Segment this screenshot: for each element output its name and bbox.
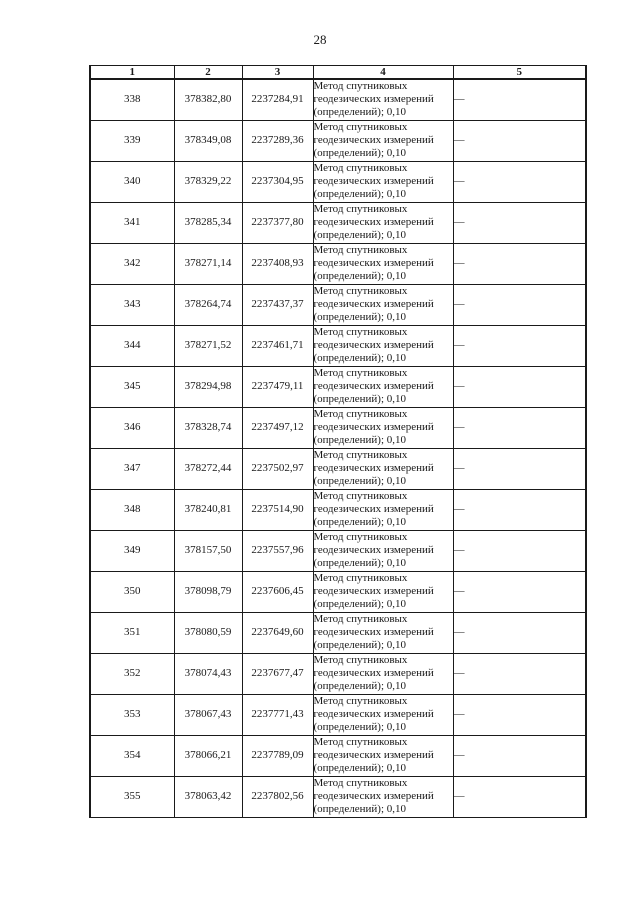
point-number-cell: 340	[90, 161, 174, 202]
table-row	[90, 776, 586, 817]
method-line-2: геодезических измерений	[313, 462, 434, 474]
method-line-3: (определений); 0,10	[313, 598, 407, 610]
method-line-2: геодезических измерений	[313, 790, 434, 802]
method-cell	[313, 161, 453, 202]
y-coordinate-cell: 2237649,60	[242, 612, 313, 653]
y-coordinate-cell: 2237802,56	[242, 776, 313, 817]
y-coordinate-cell: 2237514,90	[242, 489, 313, 530]
method-cell	[313, 489, 453, 530]
method-line-1: Метод спутниковых	[313, 80, 408, 93]
point-number-cell: 342	[90, 243, 174, 284]
table-row	[90, 489, 586, 530]
column-5-cell: —	[453, 120, 586, 161]
table-row	[90, 284, 586, 325]
column-5-cell: —	[453, 489, 586, 530]
point-number-cell: 352	[90, 653, 174, 694]
table-row	[90, 694, 586, 735]
method-line-3: (определений); 0,10	[313, 147, 407, 159]
y-coordinate-cell: 2237289,36	[242, 120, 313, 161]
point-number-cell: 343	[90, 284, 174, 325]
method-line-1: Метод спутниковых	[313, 531, 408, 543]
point-number-cell: 347	[90, 448, 174, 489]
column-5-cell: —	[453, 243, 586, 284]
column-5-cell: —	[453, 612, 586, 653]
method-cell	[313, 325, 453, 366]
method-cell	[313, 366, 453, 407]
header-col-3: 3	[242, 66, 313, 80]
column-5-cell: —	[453, 776, 586, 817]
header-col-5: 5	[453, 66, 586, 80]
column-5-cell: —	[453, 366, 586, 407]
point-number-cell: 354	[90, 735, 174, 776]
point-number-cell: 349	[90, 530, 174, 571]
x-coordinate-cell: 378098,79	[174, 571, 242, 612]
method-line-3: (определений); 0,10	[313, 475, 407, 487]
method-cell	[313, 407, 453, 448]
method-line-2: геодезических измерений	[313, 380, 434, 392]
method-line-2: геодезических измерений	[313, 708, 434, 720]
method-line-2: геодезических измерений	[313, 257, 434, 269]
method-line-1: Метод спутниковых	[313, 203, 408, 215]
table-row	[90, 243, 586, 284]
point-number-cell: 338	[90, 79, 174, 120]
x-coordinate-cell: 378328,74	[174, 407, 242, 448]
table-row	[90, 161, 586, 202]
point-number-cell: 353	[90, 694, 174, 735]
x-coordinate-cell: 378382,80	[174, 79, 242, 120]
method-line-3: (определений); 0,10	[313, 516, 407, 528]
point-number-cell: 346	[90, 407, 174, 448]
x-coordinate-cell: 378067,43	[174, 694, 242, 735]
column-5-cell: —	[453, 530, 586, 571]
method-cell	[313, 284, 453, 325]
method-cell	[313, 735, 453, 776]
method-line-2: геодезических измерений	[313, 544, 434, 556]
table-row	[90, 653, 586, 694]
table-row	[90, 120, 586, 161]
method-line-2: геодезических измерений	[313, 667, 434, 679]
column-5-cell: —	[453, 407, 586, 448]
point-number-cell: 341	[90, 202, 174, 243]
method-cell	[313, 448, 453, 489]
method-cell	[313, 79, 453, 120]
y-coordinate-cell: 2237606,45	[242, 571, 313, 612]
table-row	[90, 530, 586, 571]
method-line-1: Метод спутниковых	[313, 490, 408, 502]
x-coordinate-cell: 378294,98	[174, 366, 242, 407]
method-line-3: (определений); 0,10	[313, 270, 407, 282]
method-cell	[313, 571, 453, 612]
column-5-cell: —	[453, 284, 586, 325]
header-col-4: 4	[313, 66, 453, 80]
y-coordinate-cell: 2237677,47	[242, 653, 313, 694]
point-number-cell: 350	[90, 571, 174, 612]
method-line-3: (определений); 0,10	[313, 434, 407, 446]
method-line-3: (определений); 0,10	[313, 352, 407, 364]
column-5-cell: —	[453, 735, 586, 776]
method-cell	[313, 776, 453, 817]
method-cell	[313, 120, 453, 161]
method-line-1: Метод спутниковых	[313, 162, 408, 174]
method-line-3: (определений); 0,10	[313, 639, 407, 651]
column-5-cell: —	[453, 79, 586, 120]
method-line-1: Метод спутниковых	[313, 408, 408, 420]
method-line-3: (определений); 0,10	[313, 393, 407, 405]
table-row	[90, 366, 586, 407]
y-coordinate-cell: 2237304,95	[242, 161, 313, 202]
y-coordinate-cell: 2237502,97	[242, 448, 313, 489]
method-line-2: геодезических измерений	[313, 175, 434, 187]
x-coordinate-cell: 378264,74	[174, 284, 242, 325]
x-coordinate-cell: 378080,59	[174, 612, 242, 653]
point-number-cell: 344	[90, 325, 174, 366]
method-line-1: Метод спутниковых	[313, 121, 408, 133]
column-5-cell: —	[453, 202, 586, 243]
header-row	[90, 66, 586, 80]
x-coordinate-cell: 378063,42	[174, 776, 242, 817]
y-coordinate-cell: 2237377,80	[242, 202, 313, 243]
method-line-1: Метод спутниковых	[313, 244, 408, 256]
y-coordinate-cell: 2237771,43	[242, 694, 313, 735]
page-number: 28	[313, 32, 327, 47]
x-coordinate-cell: 378240,81	[174, 489, 242, 530]
y-coordinate-cell: 2237497,12	[242, 407, 313, 448]
method-line-3: (определений); 0,10	[313, 680, 407, 692]
table-row	[90, 448, 586, 489]
y-coordinate-cell: 2237284,91	[242, 79, 313, 120]
x-coordinate-cell: 378074,43	[174, 653, 242, 694]
point-number-cell: 351	[90, 612, 174, 653]
y-coordinate-cell: 2237437,37	[242, 284, 313, 325]
table-row	[90, 202, 586, 243]
method-line-1: Метод спутниковых	[313, 695, 408, 707]
y-coordinate-cell: 2237479,11	[242, 366, 313, 407]
x-coordinate-cell: 378066,21	[174, 735, 242, 776]
method-line-3: (определений); 0,10	[313, 803, 407, 815]
point-number-cell: 339	[90, 120, 174, 161]
method-cell	[313, 653, 453, 694]
method-line-3: (определений); 0,10	[313, 762, 407, 774]
method-line-2: геодезических измерений	[313, 216, 434, 228]
method-line-1: Метод спутниковых	[313, 777, 408, 789]
header-col-2: 2	[174, 66, 242, 80]
y-coordinate-cell: 2237789,09	[242, 735, 313, 776]
method-line-1: Метод спутниковых	[313, 736, 408, 748]
method-cell	[313, 694, 453, 735]
column-5-cell: —	[453, 653, 586, 694]
method-line-1: Метод спутниковых	[313, 449, 408, 461]
method-line-1: Метод спутниковых	[313, 654, 408, 666]
x-coordinate-cell: 378271,52	[174, 325, 242, 366]
method-line-2: геодезических измерений	[313, 93, 434, 106]
column-5-cell: —	[453, 161, 586, 202]
method-line-1: Метод спутниковых	[313, 613, 408, 625]
method-line-2: геодезических измерений	[313, 503, 434, 515]
x-coordinate-cell: 378329,22	[174, 161, 242, 202]
method-cell	[313, 202, 453, 243]
y-coordinate-cell: 2237408,93	[242, 243, 313, 284]
point-number-cell: 345	[90, 366, 174, 407]
method-line-3: (определений); 0,10	[313, 229, 407, 241]
table-header	[90, 66, 586, 80]
method-line-2: геодезических измерений	[313, 421, 434, 433]
column-5-cell: —	[453, 571, 586, 612]
x-coordinate-cell: 378157,50	[174, 530, 242, 571]
table-body	[90, 79, 586, 817]
method-line-2: геодезических измерений	[313, 298, 434, 310]
table-row	[90, 612, 586, 653]
x-coordinate-cell: 378349,08	[174, 120, 242, 161]
x-coordinate-cell: 378272,44	[174, 448, 242, 489]
method-line-2: геодезических измерений	[313, 585, 434, 597]
method-line-2: геодезических измерений	[313, 339, 434, 351]
method-line-2: геодезических измерений	[313, 749, 434, 761]
column-5-cell: —	[453, 325, 586, 366]
column-5-cell: —	[453, 694, 586, 735]
method-line-3: (определений); 0,10	[313, 557, 407, 569]
method-cell	[313, 612, 453, 653]
header-col-1: 1	[90, 66, 174, 80]
y-coordinate-cell: 2237557,96	[242, 530, 313, 571]
method-line-2: геодезических измерений	[313, 626, 434, 638]
method-line-3: (определений); 0,10	[313, 106, 407, 119]
method-line-3: (определений); 0,10	[313, 311, 407, 323]
table-row	[90, 325, 586, 366]
table-row	[90, 571, 586, 612]
table-row	[90, 79, 586, 120]
method-line-3: (определений); 0,10	[313, 188, 407, 200]
method-line-1: Метод спутниковых	[313, 285, 408, 297]
point-number-cell: 348	[90, 489, 174, 530]
method-line-3: (определений); 0,10	[313, 721, 407, 733]
method-line-1: Метод спутниковых	[313, 326, 408, 338]
method-line-1: Метод спутниковых	[313, 367, 408, 379]
table-row	[90, 407, 586, 448]
table-row	[90, 735, 586, 776]
method-cell	[313, 243, 453, 284]
y-coordinate-cell: 2237461,71	[242, 325, 313, 366]
x-coordinate-cell: 378285,34	[174, 202, 242, 243]
method-cell	[313, 530, 453, 571]
x-coordinate-cell: 378271,14	[174, 243, 242, 284]
coordinates-table	[89, 65, 587, 818]
method-line-1: Метод спутниковых	[313, 572, 408, 584]
column-5-cell: —	[453, 448, 586, 489]
method-line-2: геодезических измерений	[313, 134, 434, 146]
point-number-cell: 355	[90, 776, 174, 817]
